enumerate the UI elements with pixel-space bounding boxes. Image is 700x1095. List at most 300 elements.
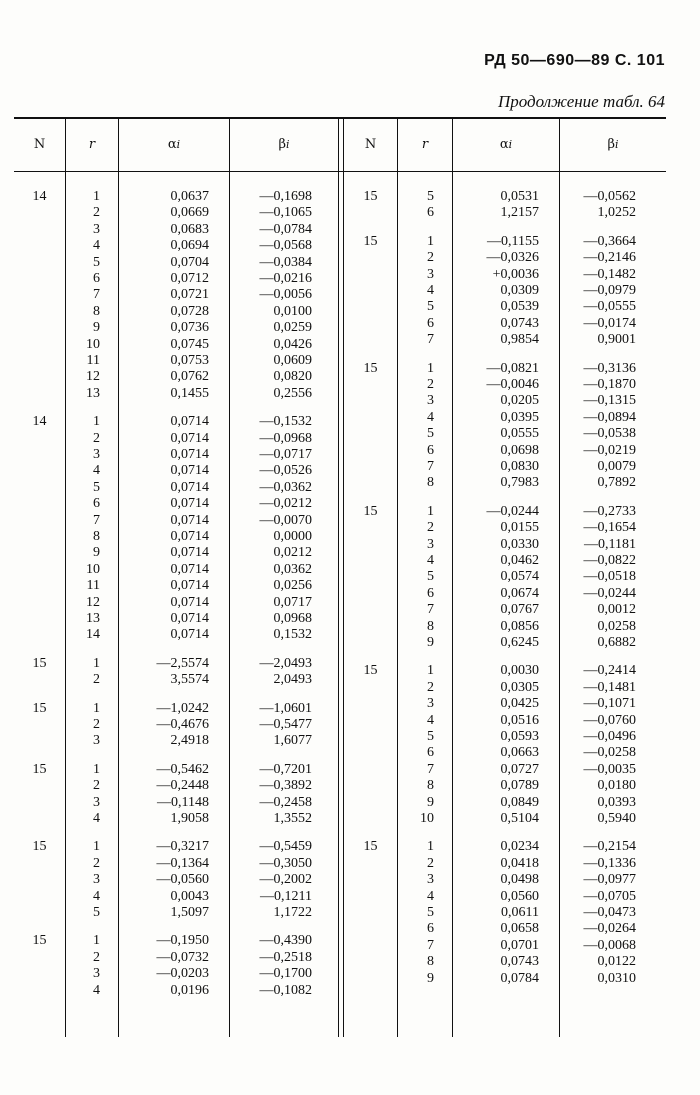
beta-cell: 0,0259 <box>273 320 312 336</box>
beta-cell: —0,1870 <box>583 377 636 392</box>
alpha-cell: 0,0574 <box>500 569 539 585</box>
alpha-cell: 0,0743 <box>500 954 539 970</box>
beta-cell: —0,1336 <box>583 855 636 871</box>
beta-cell: —0,5459 <box>259 839 312 855</box>
alpha-cell: 0,0784 <box>500 970 539 986</box>
r-index-cell: 7 <box>427 459 434 474</box>
r-index-cell: 2 <box>93 855 100 871</box>
r-index-cell: 8 <box>93 529 100 544</box>
header-r: r <box>421 136 429 152</box>
beta-cell: 1,1722 <box>273 905 312 920</box>
r-index-cell: 11 <box>86 353 100 368</box>
beta-cell: —0,0979 <box>583 283 636 298</box>
alpha-cell: 0,0555 <box>500 426 539 442</box>
r-index-cell: 8 <box>427 778 434 794</box>
alpha-cell: 0,0611 <box>501 905 539 920</box>
alpha-cell: 0,5104 <box>500 811 539 826</box>
alpha-cell: —1,0242 <box>156 700 209 716</box>
r-index-cell: 4 <box>427 888 434 904</box>
alpha-cell: —0,0046 <box>486 377 539 392</box>
alpha-cell: 0,0704 <box>170 254 209 270</box>
col-divider <box>452 117 453 1037</box>
alpha-cell: 2,4918 <box>170 733 209 749</box>
header-n: N <box>364 136 377 152</box>
beta-cell: —1,0601 <box>259 700 312 716</box>
beta-cell: 0,0258 <box>597 618 636 634</box>
beta-cell: 0,0180 <box>597 778 636 794</box>
beta-cell: 1,0252 <box>597 205 636 221</box>
beta-cell: 2,0493 <box>273 672 312 688</box>
alpha-cell: 0,0196 <box>170 982 209 998</box>
r-index-cell: 7 <box>427 602 434 618</box>
r-index-cell: 5 <box>93 905 100 920</box>
beta-cell: —0,0968 <box>259 430 312 446</box>
coefficients-table <box>14 117 666 1037</box>
beta-cell: —0,0977 <box>583 872 636 888</box>
beta-cell: —0,0174 <box>583 315 636 331</box>
alpha-cell: 0,0698 <box>500 442 539 458</box>
beta-cell: —0,3892 <box>259 778 312 794</box>
r-index-cell: 4 <box>427 712 434 728</box>
header-r: r <box>88 136 96 152</box>
alpha-cell: 0,0395 <box>500 409 539 425</box>
r-index-cell: 5 <box>93 479 100 495</box>
r-index-cell: 2 <box>93 949 100 965</box>
alpha-cell: —0,0821 <box>486 360 539 376</box>
r-index-cell: 10 <box>86 561 100 577</box>
beta-cell: —0,3136 <box>583 360 636 376</box>
r-index-cell: 7 <box>93 512 100 528</box>
beta-cell: —0,0244 <box>583 585 636 601</box>
beta-cell: —0,0538 <box>583 426 636 442</box>
r-index-cell: 2 <box>427 520 434 536</box>
beta-cell: —0,2002 <box>259 872 312 888</box>
alpha-cell: 0,0714 <box>170 561 209 577</box>
group-n-value: 15 <box>363 233 378 249</box>
r-index-cell: 2 <box>93 778 100 794</box>
beta-cell: —0,1482 <box>583 266 636 282</box>
r-index-cell: 2 <box>93 430 100 446</box>
alpha-cell: 0,0593 <box>500 729 539 744</box>
alpha-cell: 0,7983 <box>500 475 539 491</box>
group-n-value: 15 <box>32 933 47 949</box>
alpha-cell: —0,0326 <box>486 250 539 266</box>
r-index-cell: 5 <box>427 189 434 204</box>
alpha-cell: —0,2448 <box>156 778 209 794</box>
r-index-cell: 13 <box>86 385 100 401</box>
beta-cell: 0,0362 <box>273 561 312 577</box>
r-index-cell: 1 <box>93 933 100 949</box>
r-index-cell: 11 <box>86 578 100 594</box>
beta-cell: —0,0518 <box>583 569 636 585</box>
alpha-cell: 0,0683 <box>170 221 209 237</box>
beta-cell: —0,0035 <box>583 761 636 777</box>
alpha-cell: 0,0728 <box>170 303 209 319</box>
alpha-cell: 0,0714 <box>170 627 209 643</box>
beta-cell: —0,3664 <box>583 233 636 249</box>
beta-cell: —0,0473 <box>583 905 636 920</box>
r-index-cell: 1 <box>427 663 434 679</box>
alpha-cell: 0,1455 <box>170 385 209 401</box>
group-n-value: 15 <box>32 839 47 855</box>
r-index-cell: 2 <box>427 377 434 392</box>
r-index-cell: 2 <box>93 205 100 221</box>
alpha-cell: —0,1364 <box>156 855 209 871</box>
alpha-cell: 0,0539 <box>500 299 539 315</box>
alpha-cell: 0,0714 <box>170 414 209 430</box>
col-divider-double <box>343 117 344 1037</box>
alpha-cell: —0,1155 <box>487 233 539 249</box>
alpha-cell: 1,5097 <box>170 905 209 920</box>
r-index-cell: 4 <box>93 811 100 826</box>
r-index-cell: 4 <box>427 283 434 298</box>
r-index-cell: 5 <box>93 254 100 270</box>
beta-cell: —0,0264 <box>583 921 636 937</box>
r-index-cell: 5 <box>427 569 434 585</box>
beta-cell: —0,0219 <box>583 442 636 458</box>
beta-cell: 0,0820 <box>273 369 312 385</box>
alpha-cell: 0,0830 <box>500 459 539 474</box>
header-alpha: α i <box>167 136 181 152</box>
beta-cell: 0,0212 <box>273 545 312 561</box>
beta-cell: —0,1700 <box>259 966 312 982</box>
r-index-cell: 1 <box>427 233 434 249</box>
r-index-cell: 3 <box>427 266 434 282</box>
r-index-cell: 6 <box>427 315 434 331</box>
r-index-cell: 2 <box>427 679 434 695</box>
alpha-cell: —0,0560 <box>156 872 209 888</box>
beta-cell: 0,0000 <box>273 529 312 544</box>
r-index-cell: 9 <box>427 970 434 986</box>
r-index-cell: 6 <box>427 205 434 221</box>
beta-cell: —0,0568 <box>259 238 312 254</box>
beta-cell: —0,1698 <box>259 189 312 204</box>
r-index-cell: 1 <box>427 503 434 519</box>
group-n-value: 15 <box>363 663 378 679</box>
r-index-cell: 4 <box>93 463 100 479</box>
r-index-cell: 5 <box>427 426 434 442</box>
col-divider-double <box>338 117 339 1037</box>
alpha-cell: 0,0658 <box>500 921 539 937</box>
beta-cell: 1,3552 <box>273 811 312 826</box>
alpha-cell: 0,0714 <box>170 496 209 512</box>
r-index-cell: 6 <box>427 921 434 937</box>
r-index-cell: 8 <box>93 303 100 319</box>
beta-cell: —0,2154 <box>583 839 636 855</box>
alpha-cell: 0,0205 <box>500 393 539 409</box>
r-index-cell: 12 <box>86 369 100 385</box>
alpha-cell: 0,0714 <box>170 545 209 561</box>
r-index-cell: 7 <box>93 287 100 303</box>
alpha-cell: 0,0714 <box>170 479 209 495</box>
beta-cell: —0,2458 <box>259 794 312 810</box>
r-index-cell: 3 <box>427 393 434 409</box>
alpha-cell: 0,0498 <box>500 872 539 888</box>
beta-cell: 0,0609 <box>273 353 312 368</box>
header-beta: β i <box>278 136 290 152</box>
beta-cell: —0,3050 <box>259 855 312 871</box>
beta-cell: —0,0822 <box>583 553 636 568</box>
group-n-value: 15 <box>363 503 378 519</box>
beta-cell: —0,1481 <box>583 679 636 695</box>
r-index-cell: 7 <box>427 937 434 953</box>
beta-cell: —0,2146 <box>583 250 636 266</box>
alpha-cell: 0,0727 <box>500 761 539 777</box>
alpha-cell: 0,0531 <box>500 189 539 204</box>
r-index-cell: 3 <box>93 733 100 749</box>
r-index-cell: 5 <box>427 729 434 744</box>
r-index-cell: 3 <box>427 696 434 712</box>
r-index-cell: 8 <box>427 618 434 634</box>
header-alpha: α i <box>499 136 513 152</box>
beta-cell: —0,2414 <box>583 663 636 679</box>
beta-cell: —0,0555 <box>583 299 636 315</box>
r-index-cell: 2 <box>427 250 434 266</box>
beta-cell: —0,1532 <box>259 414 312 430</box>
r-index-cell: 3 <box>93 872 100 888</box>
r-index-cell: 2 <box>93 717 100 732</box>
beta-cell: —0,7201 <box>259 761 312 777</box>
r-index-cell: 3 <box>93 966 100 982</box>
alpha-cell: —0,1950 <box>156 933 209 949</box>
header-beta: β i <box>607 136 619 152</box>
beta-cell: 0,0122 <box>597 954 636 970</box>
r-index-cell: 3 <box>93 794 100 810</box>
r-index-cell: 4 <box>93 982 100 998</box>
group-n-value: 15 <box>32 761 47 777</box>
beta-cell: 0,0079 <box>597 459 636 474</box>
beta-cell: —2,0493 <box>259 655 312 671</box>
alpha-cell: 0,9854 <box>500 332 539 348</box>
beta-cell: —0,0216 <box>259 271 312 286</box>
alpha-cell: 0,0234 <box>500 839 539 855</box>
alpha-cell: —0,4676 <box>156 717 209 732</box>
alpha-cell: 0,0721 <box>170 287 209 303</box>
r-index-cell: 8 <box>427 954 434 970</box>
beta-cell: —0,5477 <box>259 717 312 732</box>
r-index-cell: 1 <box>93 700 100 716</box>
r-index-cell: 12 <box>86 594 100 610</box>
beta-cell: 0,0426 <box>273 336 312 352</box>
beta-cell: —0,0784 <box>259 221 312 237</box>
alpha-cell: 0,0418 <box>500 855 539 871</box>
group-n-value: 15 <box>363 360 378 376</box>
beta-cell: —0,4390 <box>259 933 312 949</box>
alpha-cell: +0,0036 <box>492 266 539 282</box>
alpha-cell: 0,0030 <box>500 663 539 679</box>
r-index-cell: 1 <box>93 655 100 671</box>
r-index-cell: 4 <box>427 409 434 425</box>
r-index-cell: 6 <box>427 442 434 458</box>
beta-cell: —0,1211 <box>260 888 312 904</box>
alpha-cell: 0,0516 <box>500 712 539 728</box>
alpha-cell: 0,0663 <box>500 745 539 761</box>
r-index-cell: 6 <box>427 745 434 761</box>
alpha-cell: —2,5574 <box>156 655 209 671</box>
col-divider <box>118 117 119 1037</box>
beta-cell: 0,0100 <box>273 303 312 319</box>
table-header-rule <box>14 171 666 172</box>
alpha-cell: 0,0674 <box>500 585 539 601</box>
alpha-cell: 0,0714 <box>170 463 209 479</box>
alpha-cell: —0,5462 <box>156 761 209 777</box>
alpha-cell: 0,0305 <box>500 679 539 695</box>
alpha-cell: 0,0743 <box>500 315 539 331</box>
beta-cell: 0,5940 <box>597 811 636 826</box>
alpha-cell: 0,0714 <box>170 430 209 446</box>
col-divider <box>229 117 230 1037</box>
alpha-cell: 0,0753 <box>170 353 209 368</box>
r-index-cell: 14 <box>86 627 100 643</box>
alpha-cell: 0,0714 <box>170 512 209 528</box>
beta-cell: —0,1071 <box>583 696 636 712</box>
beta-cell: 0,6882 <box>597 635 636 650</box>
beta-cell: 0,0310 <box>597 970 636 986</box>
r-index-cell: 6 <box>93 496 100 512</box>
group-n-value: 15 <box>32 655 47 671</box>
beta-cell: 0,0393 <box>597 794 636 810</box>
beta-cell: —0,0562 <box>583 189 636 204</box>
alpha-cell: 0,0694 <box>170 238 209 254</box>
alpha-cell: 3,5574 <box>170 672 209 688</box>
page-header: РД 50—690—89 С. 101 <box>484 52 665 69</box>
group-n-value: 14 <box>32 189 47 204</box>
alpha-cell: —0,0203 <box>156 966 209 982</box>
beta-cell: —0,0760 <box>583 712 636 728</box>
group-n-value: 15 <box>32 700 47 716</box>
r-index-cell: 1 <box>427 839 434 855</box>
beta-cell: —0,0526 <box>259 463 312 479</box>
alpha-cell: 0,0701 <box>500 937 539 953</box>
beta-cell: —0,0705 <box>583 888 636 904</box>
r-index-cell: 5 <box>427 905 434 920</box>
beta-cell: —0,1181 <box>584 536 636 552</box>
alpha-cell: 0,0789 <box>500 778 539 794</box>
alpha-cell: 0,0560 <box>500 888 539 904</box>
alpha-cell: 1,9058 <box>170 811 209 826</box>
beta-cell: —0,2518 <box>259 949 312 965</box>
beta-cell: —0,0717 <box>259 447 312 462</box>
alpha-cell: 0,0745 <box>170 336 209 352</box>
beta-cell: —0,0384 <box>259 254 312 270</box>
beta-cell: —0,0068 <box>583 937 636 953</box>
beta-cell: —0,1065 <box>259 205 312 221</box>
beta-cell: 0,9001 <box>597 332 636 348</box>
alpha-cell: 0,0155 <box>500 520 539 536</box>
r-index-cell: 6 <box>93 271 100 286</box>
alpha-cell: 0,0712 <box>170 271 209 286</box>
r-index-cell: 13 <box>86 611 100 626</box>
beta-cell: —0,0362 <box>259 479 312 495</box>
r-index-cell: 4 <box>93 888 100 904</box>
alpha-cell: 0,0425 <box>500 696 539 712</box>
beta-cell: 0,7892 <box>597 475 636 491</box>
beta-cell: 0,0968 <box>273 611 312 626</box>
alpha-cell: 0,0856 <box>500 618 539 634</box>
beta-cell: 1,6077 <box>273 733 312 749</box>
r-index-cell: 3 <box>93 447 100 462</box>
alpha-cell: 0,0714 <box>170 611 209 626</box>
alpha-cell: —0,1148 <box>157 794 209 810</box>
alpha-cell: 0,0714 <box>170 578 209 594</box>
beta-cell: —0,0496 <box>583 729 636 744</box>
header-n: N <box>33 136 46 152</box>
alpha-cell: 0,0714 <box>170 529 209 544</box>
beta-cell: —0,0212 <box>259 496 312 512</box>
table-continuation-caption: Продолжение табл. 64 <box>497 92 665 111</box>
r-index-cell: 9 <box>93 545 100 561</box>
r-index-cell: 4 <box>93 238 100 254</box>
alpha-cell: —0,0244 <box>486 503 539 519</box>
col-divider <box>559 117 560 1037</box>
beta-cell: —0,0894 <box>583 409 636 425</box>
r-index-cell: 3 <box>93 221 100 237</box>
r-index-cell: 1 <box>93 839 100 855</box>
alpha-cell: 0,0309 <box>500 283 539 298</box>
beta-cell: 0,1532 <box>273 627 312 643</box>
beta-cell: —0,1082 <box>259 982 312 998</box>
alpha-cell: 0,0767 <box>500 602 539 618</box>
r-index-cell: 7 <box>427 761 434 777</box>
alpha-cell: 0,0043 <box>170 888 209 904</box>
beta-cell: 0,0012 <box>597 602 636 618</box>
r-index-cell: 1 <box>93 189 100 204</box>
r-index-cell: 9 <box>427 635 434 650</box>
r-index-cell: 9 <box>93 320 100 336</box>
beta-cell: —0,1654 <box>583 520 636 536</box>
group-n-value: 15 <box>363 189 378 204</box>
r-index-cell: 3 <box>427 872 434 888</box>
beta-cell: —0,0258 <box>583 745 636 761</box>
r-index-cell: 8 <box>427 475 434 491</box>
r-index-cell: 7 <box>427 332 434 348</box>
alpha-cell: 0,0330 <box>500 536 539 552</box>
beta-cell: 0,2556 <box>273 385 312 401</box>
r-index-cell: 4 <box>427 553 434 568</box>
group-n-value: 14 <box>32 414 47 430</box>
alpha-cell: 0,0736 <box>170 320 209 336</box>
group-n-value: 15 <box>363 839 378 855</box>
beta-cell: —0,1315 <box>583 393 636 409</box>
alpha-cell: 0,0462 <box>500 553 539 568</box>
alpha-cell: 0,0849 <box>500 794 539 810</box>
alpha-cell: 0,0669 <box>170 205 209 221</box>
beta-cell: 0,0256 <box>273 578 312 594</box>
alpha-cell: 0,6245 <box>500 635 539 650</box>
alpha-cell: 0,0762 <box>170 369 209 385</box>
alpha-cell: —0,0732 <box>156 949 209 965</box>
alpha-cell: 0,0637 <box>170 189 209 204</box>
beta-cell: —0,2733 <box>583 503 636 519</box>
beta-cell: 0,0717 <box>273 594 312 610</box>
beta-cell: —0,0056 <box>259 287 312 303</box>
r-index-cell: 1 <box>93 761 100 777</box>
r-index-cell: 1 <box>93 414 100 430</box>
alpha-cell: —0,3217 <box>156 839 209 855</box>
alpha-cell: 0,0714 <box>170 447 209 462</box>
r-index-cell: 6 <box>427 585 434 601</box>
r-index-cell: 10 <box>420 811 434 826</box>
r-index-cell: 9 <box>427 794 434 810</box>
r-index-cell: 5 <box>427 299 434 315</box>
r-index-cell: 3 <box>427 536 434 552</box>
r-index-cell: 10 <box>86 336 100 352</box>
r-index-cell: 1 <box>427 360 434 376</box>
alpha-cell: 1,2157 <box>500 205 539 221</box>
beta-cell: —0,0070 <box>259 512 312 528</box>
r-index-cell: 2 <box>93 672 100 688</box>
r-index-cell: 2 <box>427 855 434 871</box>
